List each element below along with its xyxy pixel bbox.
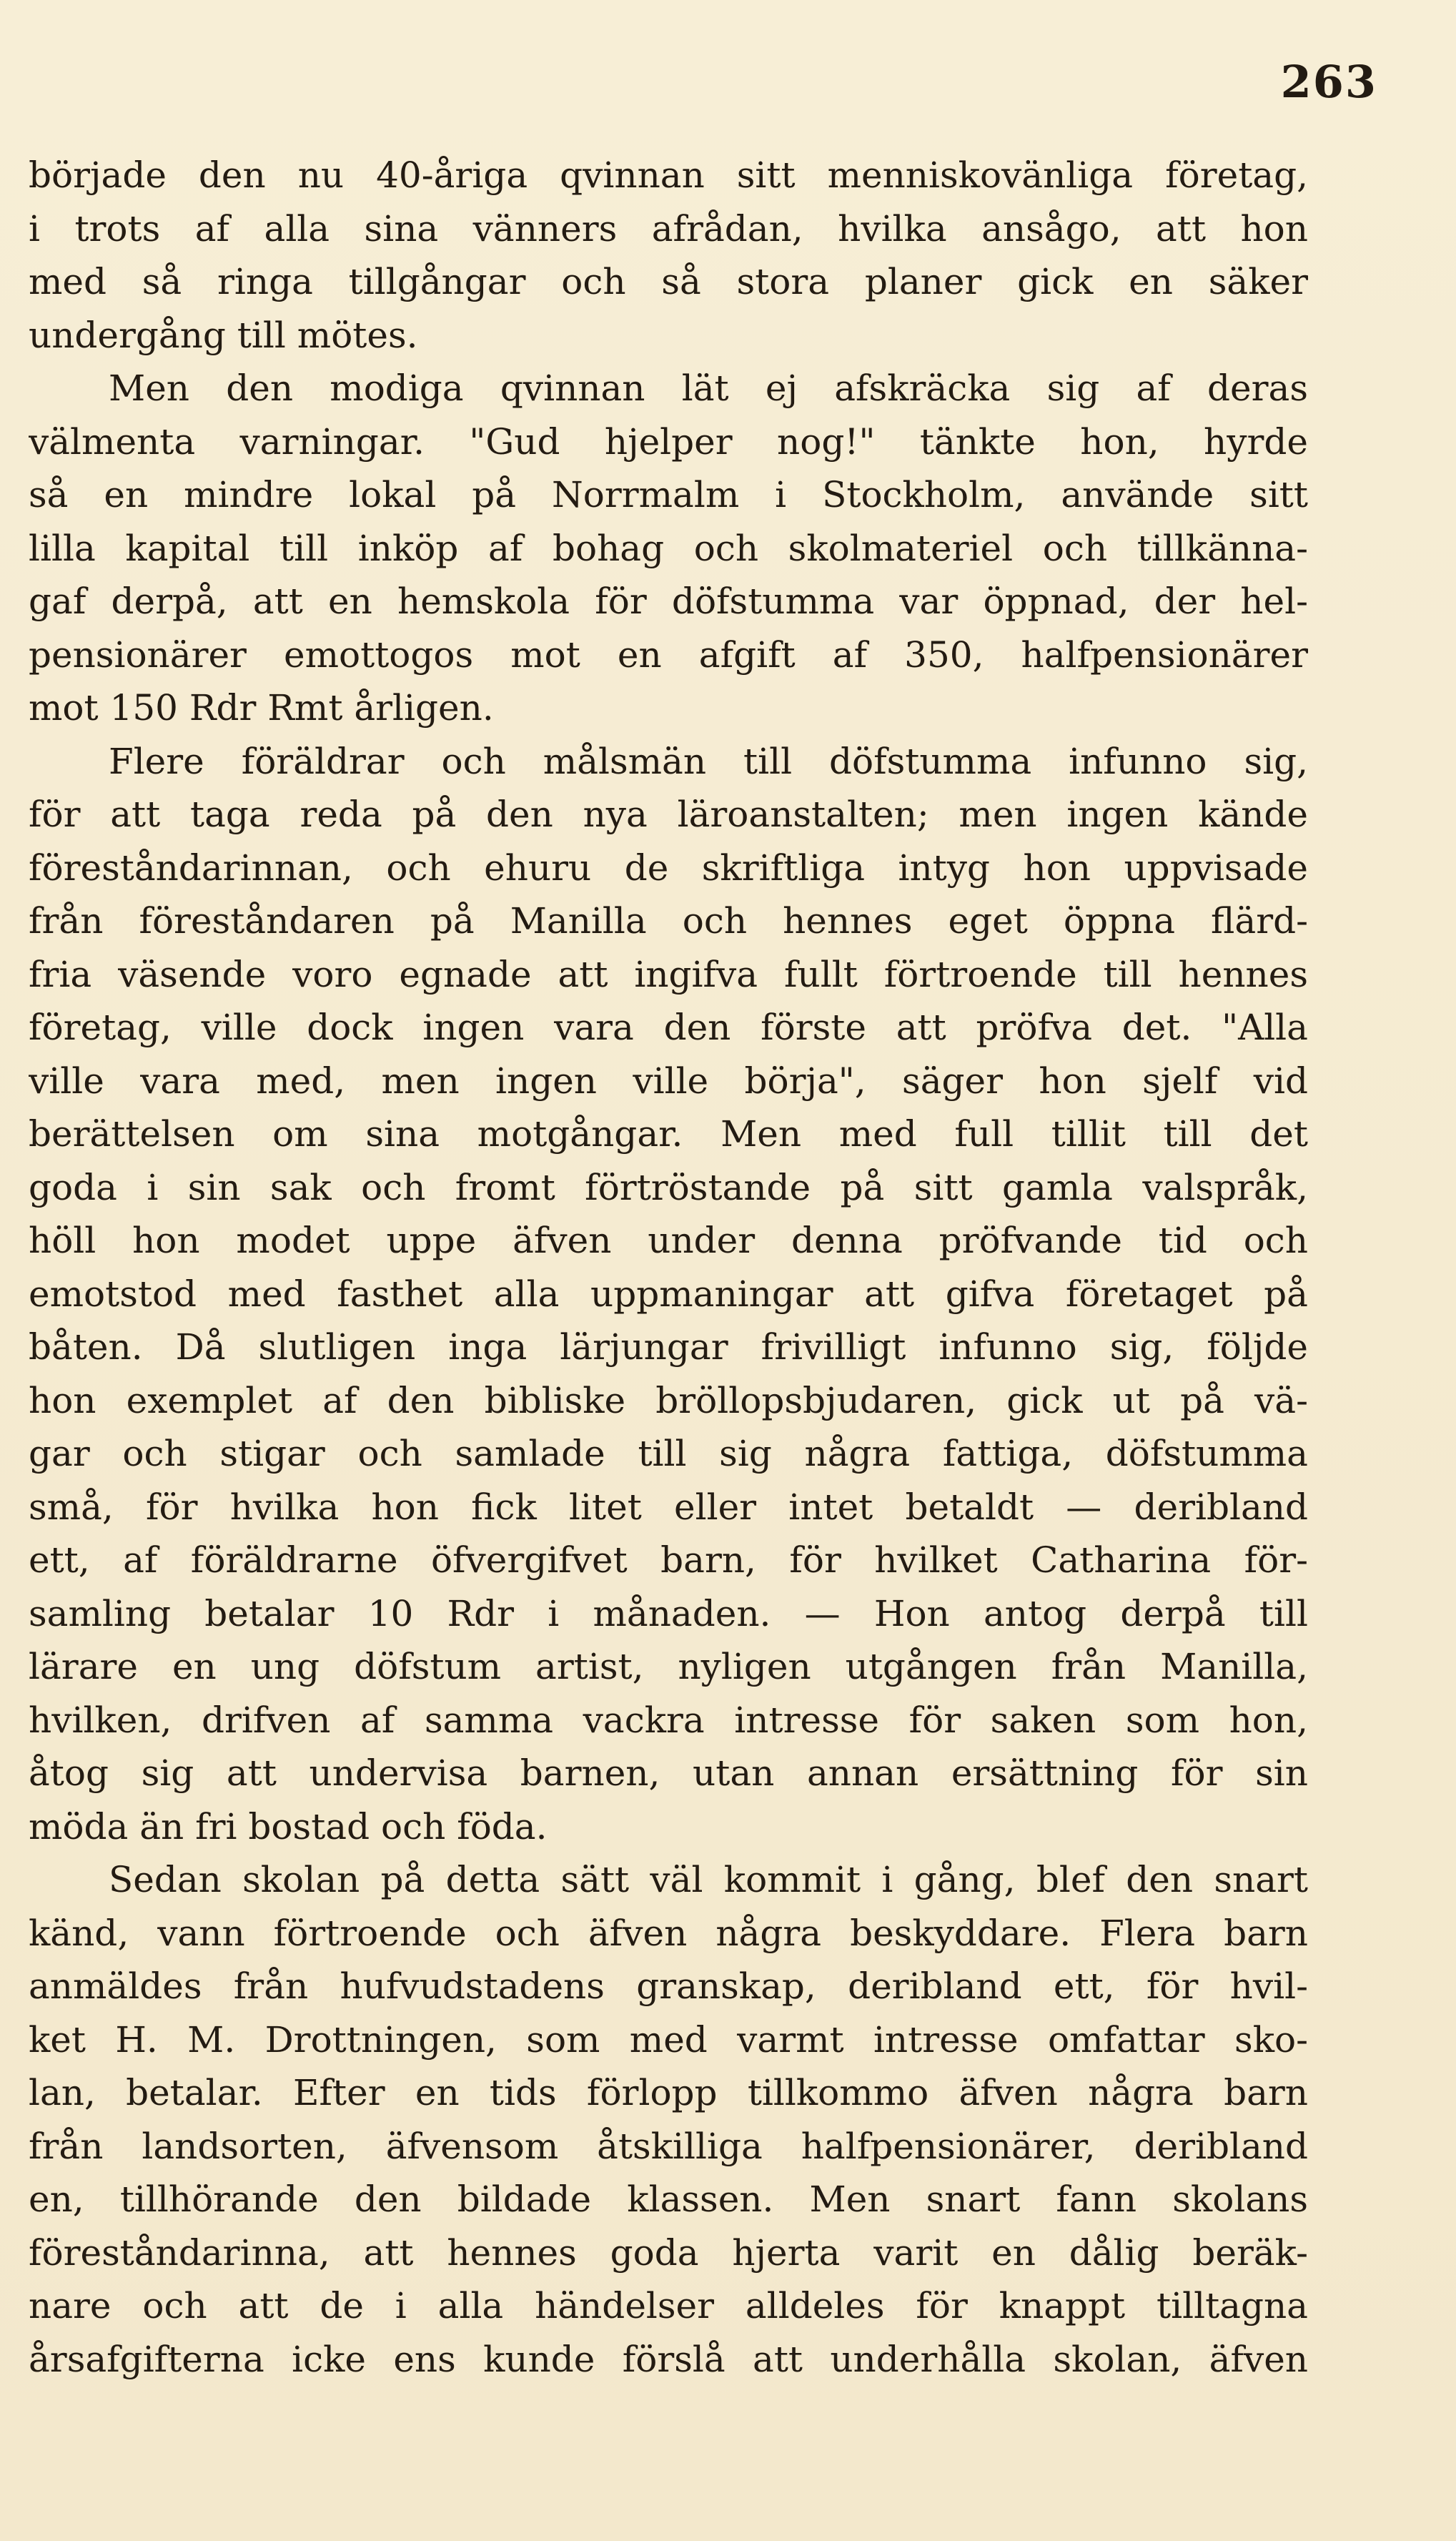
text-line: hvilken, drifven af samma vackra intresse för saken som hon, (29, 1699, 1308, 1741)
text-line: så en mindre lokal på Norrmalm i Stockholm, använde sitt (29, 474, 1308, 515)
text-line: Flere föräldrar och målsmän till döfstumma infunno sig, (109, 740, 1308, 782)
text-line: föreståndarinna, att hennes goda hjerta varit en dålig beräk- (29, 2231, 1308, 2274)
text-line: ett, af föräldrarne öfvergifvet barn, för hvilket Catharina för- (29, 1539, 1308, 1581)
text-line: välmenta varningar. "Gud hjelper nog!" tänkte hon, hyrde (29, 420, 1308, 463)
text-line: åtog sig att undervisa barnen, utan annan ersättning för sin (29, 1752, 1308, 1794)
page-number: 263 (1280, 56, 1377, 108)
text-line: möda än fri bostad och föda. (29, 1805, 548, 1847)
text-line: hon exemplet af den bibliske bröllopsbjudaren, gick ut på vä- (29, 1379, 1308, 1421)
text-line: anmäldes från hufvudstadens granskap, deribland ett, för hvil- (29, 1965, 1308, 2007)
text-line: undergång till mötes. (29, 314, 418, 356)
text-line: årsafgifterna icke ens kunde förslå att underhålla skolan, äfven (29, 2338, 1308, 2380)
text-line: lärare en ung döfstum artist, nyligen utgången från Manilla, (29, 1646, 1308, 1687)
text-line: Sedan skolan på detta sätt väl kommit i gång, blef den snart (109, 1859, 1308, 1900)
text-line: ket H. M. Drottningen, som med varmt intresse omfattar sko- (29, 2018, 1308, 2061)
text-line: ville vara med, men ingen ville börja", säger hon sjelf vid (29, 1060, 1308, 1102)
text-line: gaf derpå, att en hemskola för döfstumma var öppnad, der hel- (29, 581, 1308, 622)
text-line: började den nu 40-åriga qvinnan sitt menniskovänliga företag, (29, 154, 1308, 196)
text-line: i trots af alla sina vänners afrådan, hvilka ansågo, att hon (29, 207, 1308, 250)
text-line: små, för hvilka hon fick litet eller intet betaldt — deribland (29, 1486, 1308, 1528)
text-line: lilla kapital till inköp af bohag och skolmateriel och tillkänna- (29, 527, 1308, 569)
text-line: berättelsen om sina motgångar. Men med full tillit till det (29, 1113, 1308, 1155)
text-line: mot 150 Rdr Rmt årligen. (29, 687, 494, 729)
text-line: en, tillhörande den bildade klassen. Men snart fann skolans (29, 2179, 1308, 2220)
text-line: från landsorten, äfvensom åtskilliga halfpensionärer, deribland (29, 2125, 1308, 2167)
text-line: pensionärer emottogos mot en afgift af 350, halfpensionärer (29, 633, 1308, 676)
text-line: föreståndarinnan, och ehuru de skriftliga intyg hon uppvisade (29, 847, 1308, 889)
text-line: goda i sin sak och fromt förtröstande på sitt gamla valspråk, (29, 1166, 1308, 1208)
text-line: fria väsende voro egnade att ingifva fullt förtroende till hennes (29, 953, 1308, 995)
text-line: känd, vann förtroende och äfven några beskyddare. Flera barn (29, 1912, 1308, 1954)
text-line: båten. Då slutligen inga lärjungar frivilligt infunno sig, följde (29, 1326, 1308, 1368)
body-text (29, 149, 1308, 2386)
text-line: samling betalar 10 Rdr i månaden. — Hon antog derpå till (29, 1592, 1308, 1634)
text-line: höll hon modet uppe äfven under denna pröfvande tid och (29, 1220, 1308, 1261)
text-line: lan, betalar. Efter en tids förlopp tillkommo äfven några barn (29, 2072, 1308, 2113)
text-line: nare och att de i alla händelser alldeles för knappt tilltagna (29, 2285, 1308, 2327)
text-line: emotstod med fasthet alla uppmaningar att gifva företaget på (29, 1273, 1308, 1315)
text-line: gar och stigar och samlade till sig några fattiga, döfstumma (29, 1433, 1308, 1474)
text-line: företag, ville dock ingen vara den förste att pröfva det. "Alla (29, 1007, 1308, 1048)
text-line: med så ringa tillgångar och så stora planer gick en säker (29, 261, 1308, 302)
text-line: för att taga reda på den nya läroanstalten; men ingen kände (29, 794, 1308, 835)
text-line: Men den modiga qvinnan lät ej afskräcka sig af deras (109, 367, 1308, 409)
text-line: från föreståndaren på Manilla och hennes eget öppna flärd- (29, 900, 1308, 942)
